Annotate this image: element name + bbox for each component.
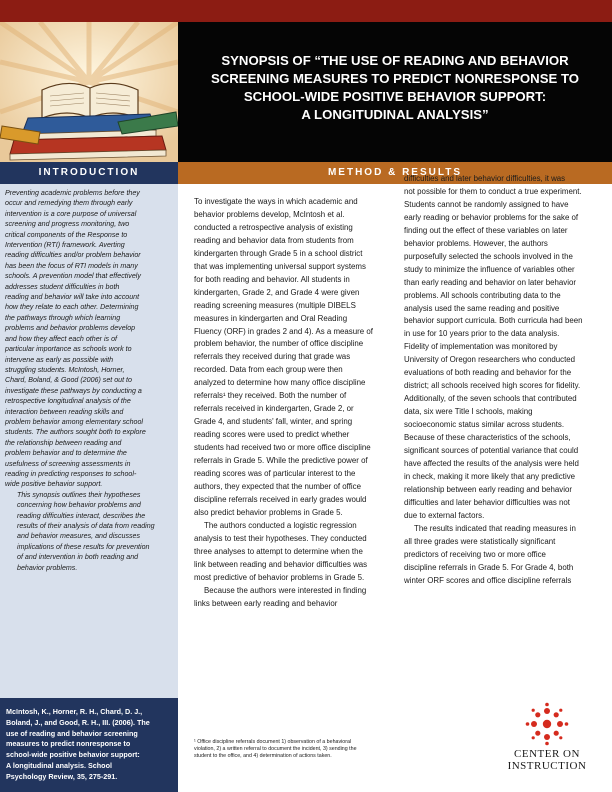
header-illustration <box>0 22 178 162</box>
text-line: behavior problems. <box>17 563 78 572</box>
text-line: wide positive behavior support. <box>5 480 103 489</box>
text-line: in use for 10 years prior to the data analysis. <box>404 329 560 339</box>
document-title <box>200 52 590 124</box>
text-line: difficulties and later behavior difficulties was not <box>404 497 570 507</box>
logo-wordmark <box>492 748 602 772</box>
text-line: the relationship between reading and <box>5 438 122 447</box>
logo-line-2: INSTRUCTION <box>507 760 587 772</box>
text-line: reading in predicting responses to school- <box>5 469 137 478</box>
text-line: that was implementing universal support systems <box>194 261 366 271</box>
citation-line: McIntosh, K., Horner, R. H., Chard, D. J., <box>6 707 143 716</box>
text-line: Fidelity of implementation was monitored by <box>404 342 558 352</box>
introduction-text <box>5 188 175 573</box>
text-line: particular importance as schools work to <box>5 345 132 354</box>
logo-line-1: CENTER ON <box>514 748 580 760</box>
text-line: reading difficulties interact, describes the <box>17 511 146 520</box>
text-line: link between reading and behavior difficulties was <box>194 559 368 569</box>
title-line: SCHOOL-WIDE POSITIVE BEHAVIOR SUPPORT: <box>243 89 547 104</box>
text-line: problem behavior and to determine the <box>5 449 127 458</box>
text-line: behavior problems. However, the authors <box>404 238 548 248</box>
text-line: for both reading and behavior. All students in <box>194 274 350 284</box>
text-line: measures in kindergarten and Oral Reading <box>194 313 348 323</box>
text-line: intervention is a core purpose of universal <box>5 209 137 218</box>
text-line: addresses student difficulties in both <box>5 282 120 291</box>
text-line: in check, making it more likely that any predictive <box>404 471 576 481</box>
text-line: problem behavior, the number of office discipline <box>194 339 364 349</box>
citation-line: Psychology Review, 35, 275-291. <box>6 771 118 781</box>
text-line: early reading or behavior problems for the sake of <box>404 212 579 222</box>
text-line: how they relate to each other. Determining <box>5 303 139 312</box>
text-line: The authors conducted a logistic regression <box>204 520 357 530</box>
text-line: reading scores was of particular interest to the <box>194 469 356 479</box>
citation-line: measures to predict nonresponse to <box>6 739 131 749</box>
text-line: finding out the effect of these variables on later <box>404 225 568 235</box>
introduction-paragraph-2 <box>5 490 175 573</box>
text-line: analysis to test their hypotheses. They conducted <box>194 533 367 543</box>
text-line: problems. All schools contributing data to the <box>404 290 561 300</box>
text-line: has been the focus of RTI models in many <box>5 261 138 270</box>
text-line: reading and behavior data from students from <box>194 235 354 245</box>
text-line: study to minimize the influence of variables other <box>404 264 575 274</box>
title-line: A LONGITUDINAL ANALYSIS” <box>301 107 489 122</box>
citation-line: Boland, J., and Good, R. H., III. (2006). The <box>6 717 150 727</box>
text-line: implications of these results for prevention <box>17 542 150 551</box>
text-line: due to external factors. <box>404 510 485 520</box>
method-paragraph-2 <box>194 520 399 585</box>
text-line: than early reading and behavior on later behavior <box>404 277 576 287</box>
top-accent-bar <box>0 0 612 22</box>
text-line: socioeconomic status similar across students. <box>404 420 565 430</box>
text-line: reading and behavior will take into account <box>5 293 140 302</box>
text-line: conducted a retrospective analysis of existing <box>194 222 353 232</box>
text-line: intervene as early as possible with <box>5 355 114 364</box>
text-line: behavior problems develop, McIntosh et al. <box>194 209 345 219</box>
text-line: Preventing academic problems before they <box>5 189 140 197</box>
text-line: interaction between reading skills and <box>5 407 124 416</box>
text-line: discipline referrals in Grade 5. For Grade 4, both <box>404 562 574 572</box>
introduction-paragraph-1 <box>5 188 175 490</box>
text-line: Students cannot be randomly assigned to have <box>404 199 569 209</box>
text-line: evaluations of both reading and behavior for the <box>404 368 572 378</box>
footnote-line: student to the office, and 4) determination of actions taken. <box>194 753 332 760</box>
text-line: Additionally, of the seven schools that contributed <box>404 394 577 404</box>
text-line: Intervention (RTI) framework. Averting <box>5 241 125 250</box>
introduction-sidebar <box>0 184 178 698</box>
starburst-logo-icon <box>525 702 569 746</box>
citation-line: A longitudinal analysis. School <box>6 760 112 770</box>
results-paragraph-1 <box>404 523 609 588</box>
text-line: results of their analysis of data from reading <box>17 522 155 530</box>
text-line: and how they affect each other is of <box>5 334 117 343</box>
text-line: predictors of receiving two or more office <box>404 549 546 559</box>
text-line: referrals received in kindergarten, Grade 2, or <box>194 404 354 414</box>
method-paragraph-1 <box>194 196 399 520</box>
text-line: students had received two or more office discipline <box>194 443 371 453</box>
text-line: difficulties and later behavior difficulties, it was <box>404 174 566 183</box>
text-line: recorded. Data from each group were then <box>194 365 343 375</box>
title-line: SCREENING MEASURES TO PREDICT NONRESPONSE TO <box>210 71 580 86</box>
center-on-instruction-logo <box>492 702 602 784</box>
text-line: all three grades were statistically significant <box>404 536 556 546</box>
text-line: kindergarten, Grade 2, and Grade 4 were given <box>194 287 360 297</box>
method-results-column-1 <box>194 196 399 611</box>
text-line: most predictive of behavior problems in Grade 5. <box>194 572 365 582</box>
text-line: Fluency (ORF) in grades 2 and 4). As a measure of <box>194 326 373 336</box>
text-line: data, six were Title I schools, making <box>404 407 533 417</box>
text-line: not possible for them to conduct a true experiment. <box>404 186 582 196</box>
text-line: Chard, Boland, & Good (2006) set out to <box>5 376 132 385</box>
text-line: usefulness of screening assessments in <box>5 459 131 468</box>
text-line: analyzed to determine how many office discipline <box>194 378 366 388</box>
text-line: screening and progress monitoring, two <box>5 220 130 229</box>
text-line: critical components of the Response to <box>5 230 128 239</box>
books-illustration <box>0 22 178 162</box>
citation-line: school-wide positive behavior support: <box>6 750 140 760</box>
footnote <box>194 739 384 761</box>
title-line: SYNOPSIS OF “THE USE OF READING AND BEHAVIOR <box>221 53 569 68</box>
citation-text <box>6 707 176 783</box>
text-line: analysis used the same reading and positive <box>404 303 560 313</box>
text-line: authors, they expected that the number of office <box>194 481 361 491</box>
text-line: links between early reading and behavior <box>194 598 338 608</box>
text-line: investigate these pathways by conducting a <box>5 386 142 395</box>
text-line: students. The authors sought both to explore <box>5 428 146 437</box>
introduction-heading: INTRODUCTION <box>0 162 178 184</box>
text-line: behavior support curricula. Both curricula had been <box>404 316 583 326</box>
footnote-line: ¹ Office discipline referrals document 1) observation of a behavioral <box>194 739 352 745</box>
text-line: referrals they received during that grade was <box>194 352 351 362</box>
text-line: also predict behavior problems in Grade 5. <box>194 507 343 517</box>
text-line: kindergarten through Grade 5 in a school district <box>194 248 363 258</box>
text-line: reading difficulties and/or problem behavior <box>5 251 141 260</box>
text-line: problem behavior among elementary school <box>5 417 144 426</box>
text-line: Because the authors were interested in finding <box>204 585 367 595</box>
text-line: problems and behavior problems develop <box>5 324 136 333</box>
text-line: discipline referrals received in early grades would <box>194 494 367 504</box>
text-line: three analyses to attempt to determine when the <box>194 546 363 556</box>
text-line: University of Oregon researchers who conducted <box>404 355 576 365</box>
footnote-line: violation, 2) a written referral to document the incident, 3) sending the <box>194 746 357 753</box>
text-line: and behavior measures, and discusses <box>17 532 141 541</box>
text-line: purposefully selected the schools involved in the <box>404 251 573 261</box>
text-line: referrals in Grade 5. While the predictive power of <box>194 456 368 466</box>
text-line: significant sources of potential variance that could <box>404 446 579 456</box>
text-line: To investigate the ways in which academic and <box>194 197 358 206</box>
text-line: winter ORF scores and office discipline referrals <box>404 575 572 585</box>
text-line: reading scores were used to predict whether <box>194 430 350 440</box>
method-results-column-2 <box>404 173 609 588</box>
text-line: Because of these characteristics of the schools, <box>404 433 571 443</box>
citation-line: use of reading and behavior screening <box>6 728 138 738</box>
text-line: Grade 4, and students' fall, winter, and spring <box>194 417 353 427</box>
text-line: of and intervention in both reading and <box>17 553 139 562</box>
title-banner <box>178 22 612 162</box>
method-paragraph-3 <box>194 585 399 611</box>
text-line: district; all schools received high scores for fidelity. <box>404 381 581 391</box>
text-line: reading screening measures (multiple DIBELS <box>194 300 356 310</box>
text-line: have affected the results of the analysis were held <box>404 458 579 468</box>
method-paragraph-4 <box>404 173 609 523</box>
citation-box <box>0 698 178 792</box>
text-line: occur and remedying them through early <box>5 199 133 208</box>
text-line: schools. A prevention model that effectively <box>5 272 141 281</box>
text-line: referrals¹ they received. Both the number of <box>194 391 347 401</box>
text-line: The results indicated that reading measures in <box>414 523 576 533</box>
text-line: relationship between early reading and behavior <box>404 484 573 494</box>
text-line: This synopsis outlines their hypotheses <box>17 490 141 499</box>
text-line: the pathways through which learning <box>5 313 121 322</box>
method-results-heading: METHOD & RESULTS <box>178 162 612 184</box>
text-line: retrospective longitudinal analysis of the <box>5 397 131 406</box>
text-line: concerning how behavior problems and <box>17 501 141 510</box>
text-line: struggling students. McIntosh, Horner, <box>5 365 125 374</box>
